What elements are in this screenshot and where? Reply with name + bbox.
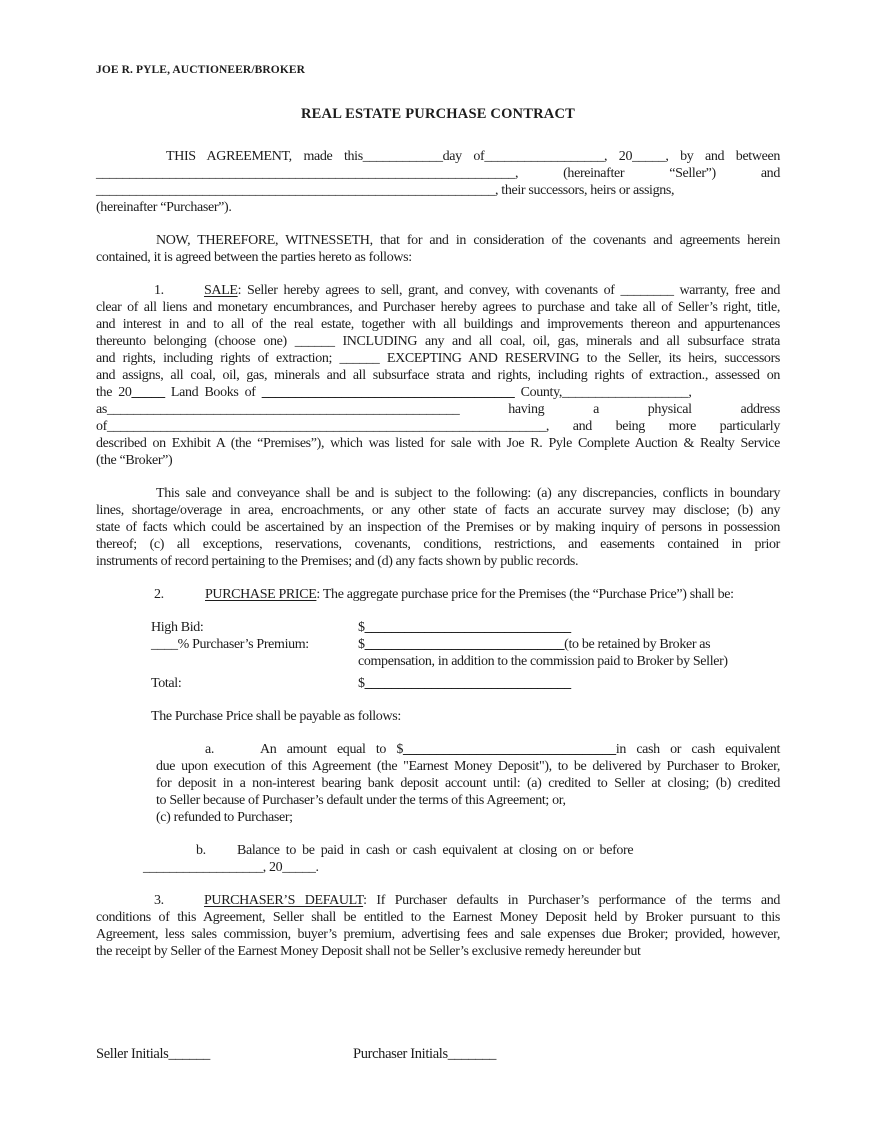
clause-b-line-1 <box>143 842 780 859</box>
sale-line-6: and assigns, all coal, oil, gas, minerals and all subsurface strata and rights, including rights of extraction., assessed on <box>96 368 780 383</box>
clause-b <box>143 842 780 876</box>
premium-label <box>151 636 358 670</box>
default-line-4: the receipt by Seller of the Earnest Money Deposit shall not be Seller’s exclusive remedy hereunder but <box>96 944 641 959</box>
purchaser-initials-label: Purchaser Initials <box>353 1046 448 1062</box>
subject-line-5: instruments of record pertaining to the Premises; and (d) any facts shown by public records. <box>96 554 579 569</box>
default-line-1-text: : If Purchaser defaults in Purchaser’s performance of the terms and <box>363 893 780 908</box>
section-3-number: 3. <box>154 893 164 908</box>
sale-line-9: of__________________________________________________________________, and being more particularly <box>96 419 780 434</box>
subject-line-1 <box>96 485 780 502</box>
sale-line-4: thereunto belonging (choose one) ______ INCLUDING any and all coal, oil, gas, minerals and all subsurface strata <box>96 334 780 349</box>
price-table <box>96 619 780 692</box>
sale-line-1-text: : Seller hereby agrees to sell, grant, and convey, with covenants of ________ warranty, free and <box>237 283 780 298</box>
sale-line-7 <box>96 384 780 401</box>
subject-paragraph <box>96 485 780 570</box>
total-label: Total: <box>151 676 182 691</box>
clause-a-line-3: for deposit in a non-interest bearing bank deposit account until: (a) credited to Seller at closing; (b) credited <box>156 776 780 791</box>
seller-initials-blank-field: ______ <box>168 1046 210 1062</box>
premium-blank-field: ______________________________ <box>364 637 565 652</box>
sale-line-5: and rights, including rights of extraction; ______ EXCEPTING AND RESERVING to the Seller, its heirs, successors <box>96 351 780 366</box>
land-books-blank-field: ______________________________________ <box>261 385 515 400</box>
clause-a-line-4: to Seller because of Purchaser’s default under the terms of this Agreement; or, <box>156 793 566 808</box>
witnesseth-line-1 <box>96 232 780 249</box>
sale-line-11: (the “Broker”) <box>96 453 173 468</box>
premium-row <box>151 636 780 670</box>
section-1-number: 1. <box>154 283 164 298</box>
sale-line-3: and interest in and to all of the real estate, together with all buildings and improvements thereon and appurtenances <box>96 317 780 332</box>
year-blank-field: _____ <box>131 385 165 400</box>
county-text: County, <box>514 385 562 400</box>
default-line-3: Agreement, less sales commission, buyer’s premium, advertising fees and sale expenses due Broker; provided, however, <box>96 927 780 942</box>
section-2-number: 2. <box>154 587 164 602</box>
line-7-comma: , <box>688 385 692 400</box>
initials-footer <box>96 1046 780 1063</box>
intro-line-1 <box>96 148 780 165</box>
county-blank-field: ___________________ <box>561 385 689 400</box>
clause-a-line-5: (c) refunded to Purchaser; <box>156 810 293 825</box>
premium-note-continuation: compensation, in addition to the commission paid to Broker by Seller) <box>358 654 728 669</box>
contract-content <box>96 63 780 960</box>
purchase-price-text: : The aggregate purchase price for the Premises (the “Purchase Price”) shall be: <box>316 587 734 602</box>
section-3-heading: PURCHASER’S DEFAULT <box>204 893 364 908</box>
witnesseth-line-1-text: NOW, THEREFORE, WITNESSETH, that for and in consideration of the covenants and agreements herein <box>156 233 780 248</box>
section-1-heading: SALE <box>204 283 238 298</box>
land-books-text-2: Land Books of <box>164 385 262 400</box>
purchase-price-line <box>96 586 780 603</box>
sale-line-10: described on Exhibit A (the “Premises”), which was listed for sale with Joe R. Pyle Complete Auction & Realty Service <box>96 436 780 451</box>
closing-date-blank-line: __________________, 20_____. <box>143 860 319 875</box>
high-bid-value <box>358 619 780 636</box>
dollar-sign: $ <box>358 637 365 652</box>
intro-line-4: (hereinafter “Purchaser”). <box>96 200 232 215</box>
clause-a-line-2: due upon execution of this Agreement (the "Earnest Money Deposit"), to be delivered by Purchaser to Broker, <box>156 759 780 774</box>
total-row <box>151 675 780 692</box>
clause-a-text-1: An amount equal to $ <box>260 742 403 757</box>
sale-line-2: clear of all liens and monetary encumbrances, and Purchaser hereby agrees to purchase and take all of Seller’s right, title, <box>96 300 780 315</box>
witnesseth-paragraph <box>96 232 780 266</box>
subject-line-3: state of facts which could be ascertained by an inspection of the Premises or by making inquiry of persons in possession <box>96 520 780 535</box>
default-line-1 <box>96 892 780 909</box>
premium-value <box>358 636 780 670</box>
broker-header: JOE R. PYLE, AUCTIONEER/BROKER <box>96 64 306 76</box>
intro-paragraph <box>96 148 780 216</box>
clause-b-text: Balance to be paid in cash or cash equivalent at closing on or before <box>237 843 634 858</box>
seller-initials <box>96 1046 210 1062</box>
earnest-money-blank-field: ________________________________ <box>403 742 616 757</box>
intro-line-3: ____________________________________________________________, their successors, heirs or assigns, <box>96 183 675 198</box>
high-bid-label: High Bid: <box>151 620 204 635</box>
purchaser-initials <box>353 1046 496 1063</box>
purchaser-initials-blank-field: _______ <box>447 1046 497 1062</box>
intro-line-1-text: THIS AGREEMENT, made this____________day of__________________, 20_____, by and between <box>166 149 780 164</box>
seller-initials-label: Seller Initials <box>96 1046 169 1062</box>
high-bid-blank-field: _______________________________ <box>364 620 571 635</box>
dollar-sign: $ <box>358 620 365 635</box>
document-title: REAL ESTATE PURCHASE CONTRACT <box>301 106 575 122</box>
section-2-heading: PURCHASE PRICE <box>205 587 317 602</box>
sale-line-1 <box>96 282 780 299</box>
premium-label-text: % Purchaser’s Premium: <box>177 637 309 652</box>
total-value <box>358 675 780 692</box>
payable-paragraph <box>96 708 780 725</box>
default-line-2: conditions of this Agreement, Seller shall be entitled to the Earnest Money Deposit held by Broker pursuant to this <box>96 910 780 925</box>
section-2-purchase-price <box>96 586 780 603</box>
high-bid-row <box>151 619 780 636</box>
total-blank-field: _______________________________ <box>364 676 571 691</box>
premium-value-line-1 <box>358 636 780 653</box>
section-1-sale <box>96 282 780 469</box>
sale-line-8: as_____________________________________________________ having a physical address <box>96 402 780 417</box>
subject-line-2: lines, shortage/overage in area, encroachments, or any other state of facts an accurate survey may disclose; (b) any <box>96 503 780 518</box>
subject-line-4: thereof; (c) all exceptions, reservations, covenants, conditions, restrictions, and easements contained in prior <box>96 537 780 552</box>
land-books-text-1: the 20 <box>96 385 132 400</box>
section-3-purchaser-default <box>96 892 780 960</box>
payable-intro-line: The Purchase Price shall be payable as follows: <box>151 709 401 724</box>
dollar-sign: $ <box>358 676 365 691</box>
premium-note-text: (to be retained by Broker as <box>564 637 711 652</box>
clause-b-letter: b. <box>196 843 206 858</box>
clause-a-text-2: in cash or cash equivalent <box>615 742 781 757</box>
clause-a-letter: a. <box>205 742 215 757</box>
witnesseth-line-2: contained, it is agreed between the parties hereto as follows: <box>96 250 412 265</box>
subject-line-1-text: This sale and conveyance shall be and is subject to the following: (a) any discrepancies, conflicts in boundary <box>156 486 780 501</box>
clause-a-line-1 <box>156 741 780 758</box>
intro-line-2: _______________________________________________________________, (hereinafter “Seller”) and <box>96 166 780 181</box>
premium-percent-blank-field: ____ <box>151 637 178 652</box>
clause-a <box>156 741 780 826</box>
